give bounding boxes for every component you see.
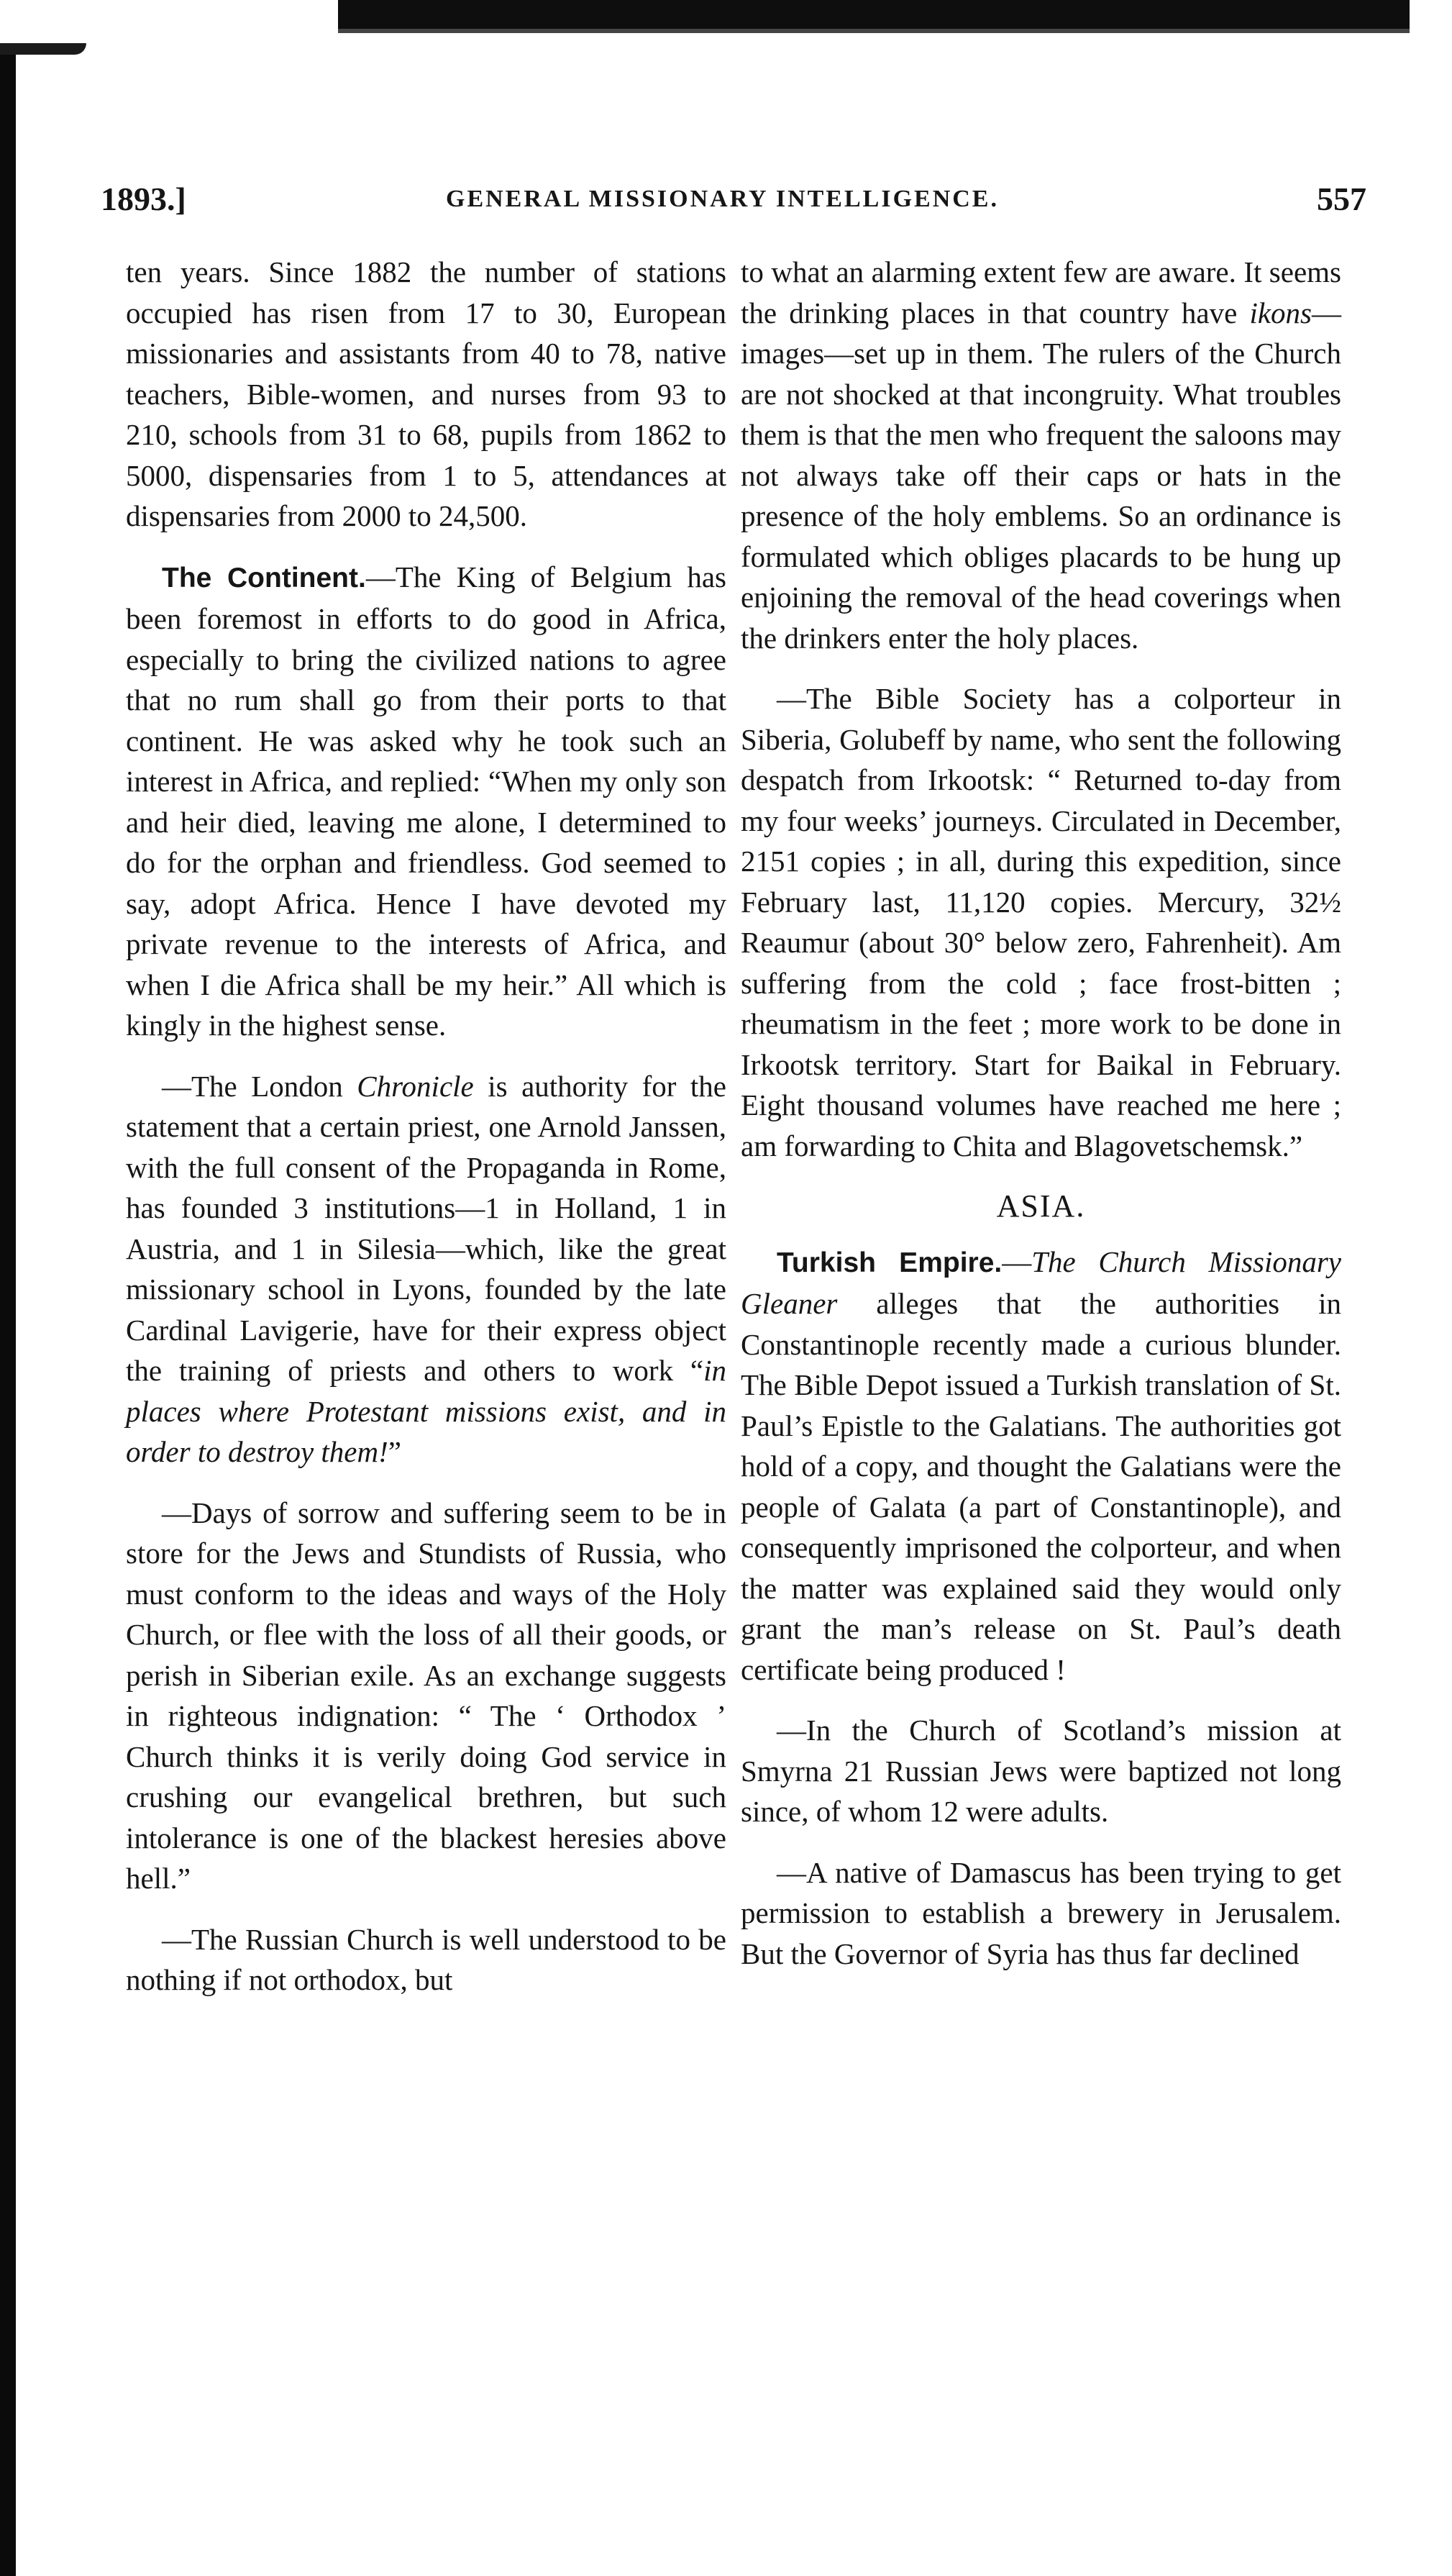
scan-edge-curl xyxy=(0,43,86,55)
paragraph-ikons xyxy=(741,252,1341,658)
paragraph-russian-church xyxy=(126,1919,726,2001)
paragraph-text: ten years. Since 1882 the number of stations occupied has risen from 17 to 30, European missionaries and assistants from 40 to 78, native teachers, Bible-women, and nurses from 93 to 210, schools from 31 to 68, pupils from 1862 to 5000, dispensaries from 1 to 5, attendances at dispensaries from 2000 to 24,500. xyxy=(126,255,726,532)
scan-edge xyxy=(0,50,16,2576)
paragraph-text: alleges that the authorities in Constantinople recently made a curious blunder. The Bible Depot issued a Turkish translation of St. Paul’s Epistle to the Galatians. The authorities got hold of a copy, and thought the Galatians were the people of Galata (a part of Constantinople), and consequently imprisoned the colporteur, and when the matter was explained said they would only grant the man’s release on St. Paul’s death certificate being produced ! xyxy=(741,1287,1341,1686)
paragraph-russia xyxy=(126,1493,726,1899)
italic-publication: Chronicle xyxy=(357,1069,474,1103)
running-title: GENERAL MISSIONARY INTELLIGENCE. xyxy=(446,186,999,212)
paragraph-bible-society xyxy=(741,678,1341,1166)
paragraph-text: to what an alarming extent few are aware. It seems the drinking places in that country have xyxy=(741,255,1341,329)
paragraph-text: —The Russian Church is well understood to be nothing if not orthodox, but xyxy=(126,1922,726,1996)
paragraph-text: —A native of Damascus has been trying to get permission to establish a brewery in Jerusalem. But the Governor of Syria has thus far declined xyxy=(741,1855,1341,1970)
paragraph-text: —The Bible Society has a colporteur in Siberia, Golubeff by name, who sent the following despatch from Irkootsk: “ Returned to-day from my four weeks’ journeys. Circulated in December, 2151 copies ; in all, during this expedition, since February last, 11,120 copies. Mercury, 32½ Reaumur (about 30° below zero, Fahrenheit). Am suffering from the cold ; face frost-bitten ; rheumatism in the feet ; more work to be done in Irkootsk territory. Start for Baikal in February. Eight thousand volumes have reached me here ; am forwarding to Chita and Blagovetschemsk.” xyxy=(741,682,1341,1162)
paragraph-stations xyxy=(126,252,726,537)
section-lead-turkish-empire: Turkish Empire. xyxy=(777,1247,1003,1278)
header-year: 1893.] xyxy=(101,181,186,217)
paragraph-text: — xyxy=(1002,1244,1032,1278)
paragraph-text: —images—set up in them. The rulers of the Church are not shocked at that incongruity. What troubles them is that the men who frequent the saloons may not always take off their caps or hats in the presence of the holy emblems. So an ordinance is formulated which obliges placards to be hung up enjoining the removal of the head coverings when the drinkers enter the holy places. xyxy=(741,296,1341,655)
paragraph-turkish-empire xyxy=(741,1242,1341,1690)
paragraph-smyrna xyxy=(741,1710,1341,1832)
paragraph-text: —The King of Belgium has been foremost in efforts to do good in Africa, especially to bring the civilized nations to agree that no rum shall go from their ports to that continent. He was asked why he took such an interest in Africa, and replied: “When my only son and heir died, leaving me alone, I determined to do for the orphan and friendless. God seemed to say, adopt Africa. Hence I have devoted my private revenue to the interests of Africa, and when I die Africa shall be my heir.” All which is kingly in the highest sense. xyxy=(126,560,726,1042)
paragraph-continent xyxy=(126,557,726,1046)
right-column xyxy=(741,252,1341,1994)
section-lead-continent: The Continent. xyxy=(162,562,366,593)
paragraph-damascus xyxy=(741,1852,1341,1975)
italic-publication: The Church Missionary Gleaner xyxy=(741,1244,1341,1320)
top-rule xyxy=(338,0,1410,29)
page-number: 557 xyxy=(1317,181,1366,217)
paragraph-text: ” xyxy=(388,1435,401,1468)
paragraph-chronicle xyxy=(126,1066,726,1473)
italic-term: ikons xyxy=(1249,296,1312,329)
italic-quote: in places where Protestant missions exist, and in order to destroy them! xyxy=(126,1354,726,1468)
paragraph-text: —The London xyxy=(162,1069,357,1103)
paragraph-text: —In the Church of Scotland’s mission at Smyrna 21 Russian Jews were baptized not long since, of whom 12 were adults. xyxy=(741,1713,1341,1828)
left-column xyxy=(126,252,726,2021)
paragraph-text: —Days of sorrow and suffering seem to be in store for the Jews and Stundists of Russia, who must conform to the ideas and ways of the Holy Church, or flee with the loss of all their goods, or perish in Siberian exile. As an exchange suggests in righteous indignation: “ The ‘ Orthodox ’ Church thinks it is verily doing God service in crushing our evangelical brethren, but such intolerance is one of the blackest heresies above hell.” xyxy=(126,1496,726,1895)
page-header xyxy=(101,180,1366,223)
paragraph-text: is authority for the statement that a certain priest, one Arnold Janssen, with the full consent of the Propaganda in Rome, has founded 3 institutions—1 in Holland, 1 in Austria, and 1 in Silesia—which, like the great missionary school in Lyons, founded by the late Cardinal Lavigerie, have for their express object the training of priests and others to work “ xyxy=(126,1069,726,1387)
section-heading-asia: ASIA. xyxy=(996,1188,1086,1224)
top-rule-shadow xyxy=(338,29,1410,33)
